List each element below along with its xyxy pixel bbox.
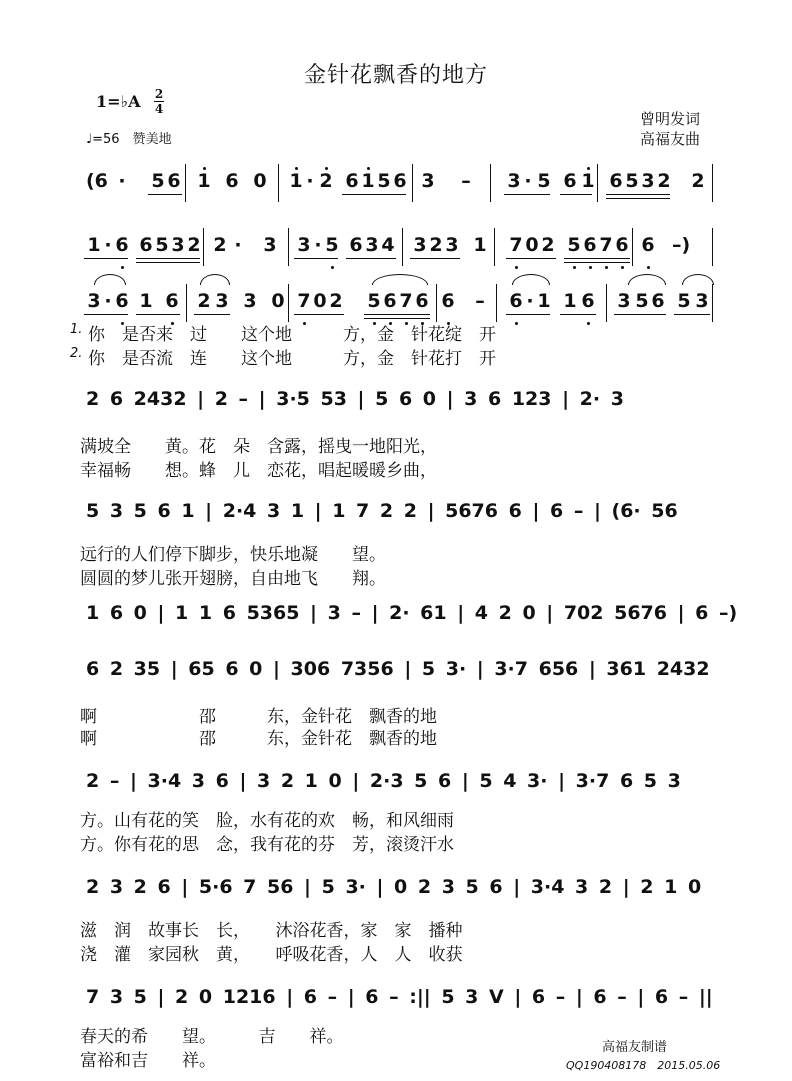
note: 5 bbox=[537, 170, 551, 192]
note: –) bbox=[672, 234, 691, 256]
note: 3 bbox=[413, 234, 427, 256]
barline bbox=[597, 164, 598, 202]
beam-underline bbox=[606, 198, 670, 199]
barline bbox=[712, 164, 713, 202]
note: 5 bbox=[151, 170, 165, 192]
beam-underline bbox=[674, 314, 710, 315]
lyric-row-9a: 滋 润 故事长 长， 沐浴花香，家 家 播种 bbox=[80, 921, 463, 941]
note: 6 bbox=[415, 290, 429, 312]
barline bbox=[402, 228, 403, 266]
beam-underline bbox=[564, 258, 630, 259]
time-signature bbox=[154, 88, 164, 115]
music-row-8: 2 – | 3·4 3 6 | 3 2 1 0 | 2·3 5 6 | 5 4 3· | 3·7 6 5 3 bbox=[86, 770, 681, 792]
note: · bbox=[118, 170, 126, 192]
beam-underline bbox=[410, 258, 460, 259]
meter-denominator: 4 bbox=[154, 102, 164, 116]
barline bbox=[185, 164, 186, 202]
music-row-4: 2 6 2432 | 2 – | 3·5 53 | 5 6 0 | 3 6 123 | 2· 3 bbox=[86, 388, 624, 410]
note: 3 bbox=[263, 234, 277, 256]
lyric-row-3b: 你 是否流 连 这个地 方，金 针花打 开 bbox=[88, 349, 496, 369]
note: 3 bbox=[297, 234, 311, 256]
song-title: 金针花飘香的地方 bbox=[303, 63, 488, 88]
note: 6 bbox=[641, 234, 655, 256]
slur bbox=[372, 274, 428, 285]
note: 6 bbox=[441, 290, 455, 312]
note: – bbox=[475, 290, 485, 312]
beam-underline bbox=[136, 258, 200, 259]
note: 6 bbox=[581, 290, 595, 312]
engraver-credit: 高福友制谱 bbox=[602, 1040, 668, 1055]
tempo-marking: ♩=56 赞美地 bbox=[86, 132, 172, 147]
beam-underline bbox=[560, 314, 596, 315]
note: · bbox=[306, 170, 314, 192]
high-octave-dot bbox=[367, 167, 370, 170]
high-octave-dot bbox=[203, 167, 206, 170]
note: 0 bbox=[271, 290, 285, 312]
lyric-row-8a: 方。山有花的笑 脸，水有花的欢 畅，和风细雨 bbox=[80, 811, 454, 831]
barline bbox=[412, 164, 413, 202]
note: 3 bbox=[243, 290, 257, 312]
music-row-7: 6 2 35 | 65 6 0 | 306 7356 | 5 3· | 3·7 656 | 361 2432 bbox=[86, 658, 710, 680]
barline bbox=[712, 284, 713, 322]
low-octave-dot bbox=[515, 266, 518, 269]
note: 6 bbox=[167, 170, 181, 192]
note: 3 bbox=[365, 234, 379, 256]
note: 6 bbox=[563, 170, 577, 192]
beam-underline bbox=[84, 258, 128, 259]
beam-underline bbox=[136, 314, 180, 315]
beam-underline bbox=[504, 194, 550, 195]
note: 1 bbox=[139, 290, 153, 312]
verse-number: 1. bbox=[70, 322, 83, 337]
low-octave-dot bbox=[589, 266, 592, 269]
note: · bbox=[234, 234, 242, 256]
note: 6 bbox=[345, 170, 359, 192]
note: 6 bbox=[225, 170, 239, 192]
beam-underline bbox=[342, 194, 406, 195]
note: 5 bbox=[325, 234, 339, 256]
note: 6 bbox=[615, 234, 629, 256]
note: 2 bbox=[691, 170, 705, 192]
note: 1 bbox=[563, 290, 577, 312]
slur bbox=[94, 274, 126, 285]
lyric-row-8b: 方。你有花的思 念，我有花的芬 芳，滚烫汗水 bbox=[80, 835, 454, 855]
note: 2 bbox=[197, 290, 211, 312]
note: 7 bbox=[399, 290, 413, 312]
barline bbox=[632, 228, 633, 266]
barline bbox=[288, 228, 289, 266]
note: 0 bbox=[525, 234, 539, 256]
beam-underline bbox=[364, 314, 430, 315]
barline bbox=[186, 284, 187, 322]
beam-underline bbox=[506, 314, 550, 315]
beam-underline bbox=[346, 258, 396, 259]
note: 1 bbox=[473, 234, 487, 256]
music-row-9: 2 3 2 6 | 5·6 7 56 | 5 3· | 0 2 3 5 6 | 3·4 3 2 | 2 1 0 bbox=[86, 876, 702, 898]
music-row-5: 5 3 5 6 1 | 2·4 3 1 | 1 7 2 2 | 5676 6 | 6 – | (6· 56 bbox=[86, 500, 678, 522]
beam-underline bbox=[564, 262, 630, 263]
lyric-row-4a: 满坡全 黄。花 朵 含露，摇曳一地阳光， bbox=[80, 437, 437, 457]
low-octave-dot bbox=[331, 266, 334, 269]
note: 6 bbox=[139, 234, 153, 256]
barline bbox=[490, 164, 491, 202]
lyric-row-10a: 春天的希 望。 吉 祥。 bbox=[80, 1027, 344, 1047]
note: 3 bbox=[641, 170, 655, 192]
note: – bbox=[461, 170, 471, 192]
low-octave-dot bbox=[605, 266, 608, 269]
note: 6 bbox=[509, 290, 523, 312]
note: 3 bbox=[445, 234, 459, 256]
high-octave-dot bbox=[295, 167, 298, 170]
note: 1 bbox=[581, 170, 595, 192]
note: 7 bbox=[297, 290, 311, 312]
note: 3 bbox=[617, 290, 631, 312]
note: 3 bbox=[507, 170, 521, 192]
note: 1 bbox=[87, 234, 101, 256]
note: 2 bbox=[213, 234, 227, 256]
barline bbox=[278, 164, 279, 202]
note: 5 bbox=[567, 234, 581, 256]
lyric-row-9b: 浇 灌 家园秋 黄， 呼吸花香，人 人 收获 bbox=[80, 945, 463, 965]
note: 2 bbox=[541, 234, 555, 256]
barline bbox=[496, 284, 497, 322]
beam-underline bbox=[506, 258, 556, 259]
high-octave-dot bbox=[587, 167, 590, 170]
barline bbox=[712, 228, 713, 266]
lyric-row-4b: 幸福畅 想。蜂 儿 恋花，唱起暖暖乡曲， bbox=[80, 461, 437, 481]
note: 5 bbox=[677, 290, 691, 312]
note: 7 bbox=[599, 234, 613, 256]
key-signature: 1=♭A bbox=[96, 92, 141, 111]
note: 1 bbox=[537, 290, 551, 312]
low-octave-dot bbox=[587, 322, 590, 325]
note: 4 bbox=[381, 234, 395, 256]
note: 2 bbox=[319, 170, 333, 192]
lyric-row-3a: 你 是否来 过 这个地 方，金 针花绽 开 bbox=[88, 325, 496, 345]
note: 6 bbox=[651, 290, 665, 312]
beam-underline bbox=[136, 262, 200, 263]
music-row-10: 7 3 5 | 2 0 1216 | 6 – | 6 – :|| 5 3 V | 6 – | 6 – | 6 – || bbox=[86, 986, 713, 1008]
beam-underline bbox=[606, 194, 670, 195]
note: 6 bbox=[609, 170, 623, 192]
beam-underline bbox=[84, 314, 128, 315]
note: 6 bbox=[393, 170, 407, 192]
low-octave-dot bbox=[121, 266, 124, 269]
barline bbox=[436, 284, 437, 322]
lyric-row-7b: 啊 邵 东，金针花 飘香的地 bbox=[80, 729, 437, 749]
barline bbox=[606, 284, 607, 322]
note: 3 bbox=[215, 290, 229, 312]
beam-underline bbox=[148, 194, 182, 195]
note: · bbox=[526, 290, 534, 312]
note: (6 bbox=[86, 170, 108, 192]
barline bbox=[288, 284, 289, 322]
note: 2 bbox=[657, 170, 671, 192]
note: 7 bbox=[509, 234, 523, 256]
beam-underline bbox=[560, 194, 592, 195]
meter-numerator: 2 bbox=[154, 87, 164, 101]
barline bbox=[494, 228, 495, 266]
slur bbox=[512, 274, 550, 285]
note: · bbox=[524, 170, 532, 192]
note: 5 bbox=[625, 170, 639, 192]
note: 1 bbox=[197, 170, 211, 192]
note: 6 bbox=[115, 290, 129, 312]
lyricist-credit: 曾明发词 bbox=[640, 110, 701, 128]
note: 2 bbox=[429, 234, 443, 256]
beam-underline bbox=[294, 314, 344, 315]
beam-underline bbox=[294, 258, 338, 259]
note: 3 bbox=[171, 234, 185, 256]
beam-underline bbox=[194, 314, 230, 315]
low-octave-dot bbox=[621, 266, 624, 269]
note: · bbox=[104, 234, 112, 256]
low-octave-dot bbox=[573, 266, 576, 269]
note: 6 bbox=[349, 234, 363, 256]
barline bbox=[203, 228, 204, 266]
composer-credit: 高福友曲 bbox=[640, 130, 701, 148]
low-octave-dot bbox=[515, 322, 518, 325]
note: 5 bbox=[367, 290, 381, 312]
note: 1 bbox=[289, 170, 303, 192]
slur bbox=[628, 274, 666, 285]
note: 6 bbox=[383, 290, 397, 312]
note: 6 bbox=[165, 290, 179, 312]
lyric-row-5b: 圆圆的梦儿张开翅膀，自由地飞 翔。 bbox=[80, 569, 386, 589]
slur bbox=[682, 274, 714, 285]
music-row-6: 1 6 0 | 1 1 6 5365 | 3 – | 2· 61 | 4 2 0 | 702 5676 | 6 –) bbox=[86, 602, 738, 624]
note: · bbox=[104, 290, 112, 312]
note: 3 bbox=[87, 290, 101, 312]
note: 1 bbox=[361, 170, 375, 192]
note: 6 bbox=[583, 234, 597, 256]
slur bbox=[200, 274, 230, 285]
note: 6 bbox=[115, 234, 129, 256]
lyric-row-5a: 远行的人们停下脚步，快乐地凝 望。 bbox=[80, 545, 386, 565]
lyric-row-10b: 富裕和吉 祥。 bbox=[80, 1051, 216, 1071]
note: 2 bbox=[187, 234, 201, 256]
note: · bbox=[314, 234, 322, 256]
qq-date-stamp: QQ190408178 2015.05.06 bbox=[566, 1059, 721, 1072]
note: 5 bbox=[155, 234, 169, 256]
note: 0 bbox=[253, 170, 267, 192]
low-octave-dot bbox=[647, 266, 650, 269]
note: 0 bbox=[313, 290, 327, 312]
note: 5 bbox=[635, 290, 649, 312]
note: 3 bbox=[421, 170, 435, 192]
beam-underline bbox=[614, 314, 666, 315]
note: 3 bbox=[695, 290, 709, 312]
note: 5 bbox=[377, 170, 391, 192]
verse-number: 2. bbox=[70, 346, 83, 361]
lyric-row-7a: 啊 邵 东，金针花 飘香的地 bbox=[80, 707, 437, 727]
note: 2 bbox=[329, 290, 343, 312]
beam-underline bbox=[364, 318, 430, 319]
high-octave-dot bbox=[325, 167, 328, 170]
